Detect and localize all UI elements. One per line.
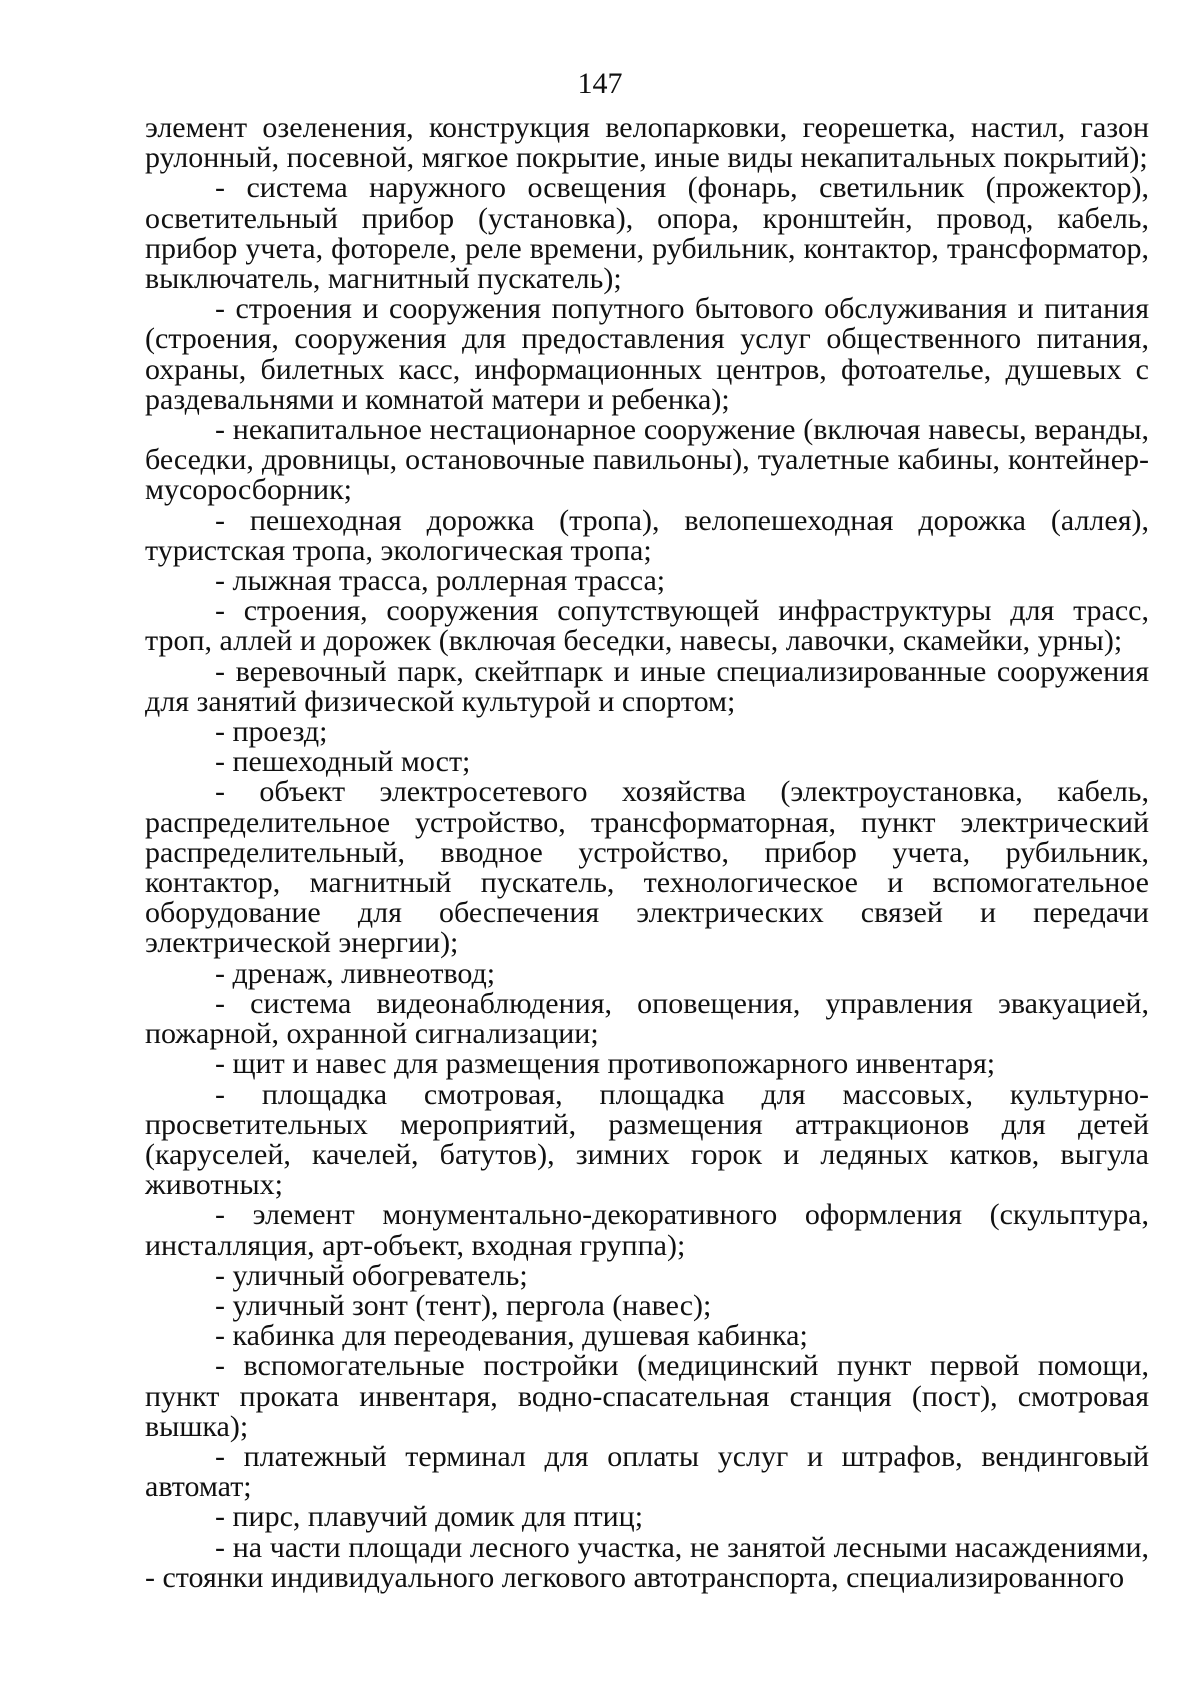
paragraph-continuation: элемент озеленения, конструкция велопарковки, георешетка, настил, газон рулонный, посевной, мягкое покрытие, иные виды некапитальных покрытий); (145, 111, 1149, 175)
list-item-parking: - на части площади лесного участка, не занятой лесными насаждениями, - стоянки индивидуального легкового автотранспорта, специализированного (145, 1530, 1149, 1594)
list-item-pier: - пирс, плавучий домик для птиц; (215, 1500, 644, 1534)
list-item-video-surveillance: - система видеонаблюдения, оповещения, управления эвакуацией, пожарной, охранной сигнализации; (145, 986, 1149, 1051)
list-item-power-grid: - объект электросетевого хозяйства (электроустановка, кабель, распределительное устройство, трансформаторная, пункт электрический распределительный, вводное устройство, прибор учета, рубильник, контактор, магнитный пускатель, технологическое и вспомогательное оборудование для обеспечения электрических связей и передачи электрической энергии); (145, 775, 1149, 960)
list-item-ski-track: - лыжная трасса, роллерная трасса; (215, 564, 666, 598)
list-item-driveway: - проезд; (215, 715, 328, 749)
list-item-auxiliary-buildings: - вспомогательные постройки (медицинский пункт первой помощи, пункт проката инвентаря, водно-спасательная станция (пост), смотровая вышка); (145, 1349, 1149, 1443)
list-item-changing-cabin: - кабинка для переодевания, душевая кабинка; (215, 1319, 808, 1353)
list-item-payment-terminal: - платежный терминал для оплаты услуг и штрафов, вендинговый автомат; (145, 1439, 1149, 1504)
list-item-monumental-element: - элемент монументально-декоративного оформления (скульптура, инсталляция, арт-объект, входная группа); (145, 1198, 1149, 1262)
list-item-fire-shield: - щит и навес для размещения противопожарного инвентаря; (215, 1047, 996, 1081)
list-item-street-umbrella: - уличный зонт (тент), пергола (навес); (215, 1288, 712, 1322)
list-item-viewing-platform: - площадка смотровая, площадка для массовых, культурно-просветительных мероприятий, размещения аттракционов для детей (каруселей, качелей, батутов), зимних горок и ледяных катков, выгула животных; (145, 1077, 1149, 1202)
list-item-trail-infrastructure: - строения, сооружения сопутствующей инфраструктуры для трасс, троп, аллей и дорожек (включая беседки, навесы, лавочки, скамейки, урны); (145, 594, 1149, 658)
list-item-service-buildings: - строения и сооружения попутного бытового обслуживания и питания (строения, сооружения для предоставления услуг общественного питания, охраны, билетных касс, информационных центров, фотоателье, душевых с раздевальнями и комнатой матери и ребенка); (145, 292, 1149, 416)
list-item-drainage: - дренаж, ливнеотвод; (215, 956, 496, 990)
list-item-rope-park: - веревочный парк, скейтпарк и иные специализированные сооружения для занятий физической культурой и спортом; (145, 654, 1149, 718)
list-item-footpath: - пешеходная дорожка (тропа), велопешеходная дорожка (аллея), туристская тропа, экологическая тропа; (145, 503, 1149, 567)
page-number: 147 (577, 67, 623, 100)
list-item-footbridge: - пешеходный мост; (215, 745, 471, 779)
list-item-outdoor-lighting: - система наружного освещения (фонарь, светильник (прожектор), осветительный прибор (установка), опора, кронштейн, провод, кабель, прибор учета, фотореле, реле времени, рубильник, контактор, трансформатор, выключатель, магнитный пускатель); (145, 171, 1149, 296)
list-item-nonpermanent-structure: - некапитальное нестационарное сооружение (включая навесы, веранды, беседки, дровницы, остановочные павильоны), туалетные кабины, контейнер-мусоросборник; (145, 413, 1149, 507)
document-body (145, 113, 1149, 1593)
list-item-street-heater: - уличный обогреватель; (215, 1258, 528, 1292)
